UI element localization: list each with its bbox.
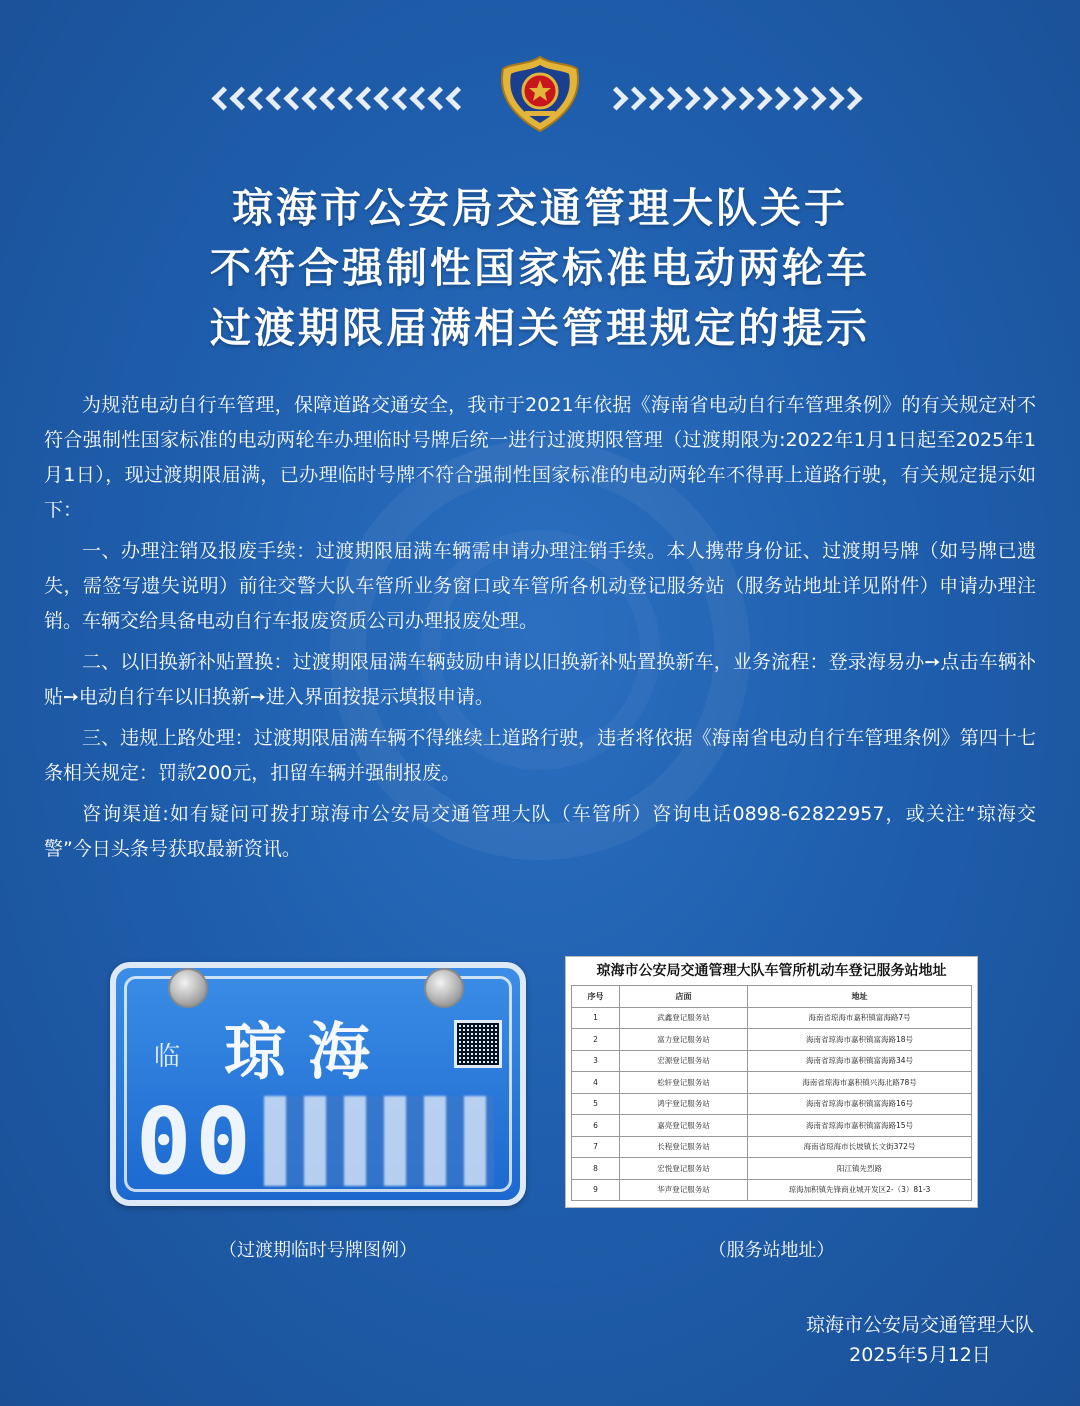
plate-number: 00: [136, 1088, 255, 1195]
table-row: [572, 1179, 972, 1201]
table-row: [572, 1136, 972, 1158]
chevron-arrows-right-icon: [608, 87, 856, 111]
table-cell: 2: [572, 1029, 620, 1051]
notice-body: [44, 388, 1036, 873]
plate-prefix: 临: [154, 1042, 181, 1072]
table-cell: 海南省琼海市长坡镇长文街372号: [748, 1136, 972, 1158]
table-cell: 海南省琼海市嘉积镇兴海北路78号: [748, 1072, 972, 1094]
table-cell: 富力登记服务站: [620, 1029, 748, 1051]
temporary-plate-image: [110, 962, 526, 1206]
stations-table-image: [565, 956, 978, 1208]
table-cell: 宏悦登记服务站: [620, 1158, 748, 1180]
table-cell: 海南省琼海市嘉积镇富海路16号: [748, 1093, 972, 1115]
table-cell: 阳江镇先烈路: [748, 1158, 972, 1180]
violation-paragraph: 三、违规上路处理：过渡期限届满车辆不得继续上道路行驶，违者将依据《海南省电动自行车管理条例》第四十七条相关规定：罚款200元，扣留车辆并强制报废。: [44, 727, 1036, 784]
table-cell: 9: [572, 1179, 620, 1201]
consultation-paragraph: 咨询渠道:如有疑问可拨打琼海市公安局交通管理大队（车管所）咨询电话0898-62822957，或关注“琼海交警”今日头条号获取最新资讯。: [44, 803, 1036, 860]
table-header: 序号: [572, 986, 620, 1008]
table-row: [572, 1050, 972, 1072]
table-cell: 武鑫登记服务站: [620, 1007, 748, 1029]
table-cell: 嘉亮登记服务站: [620, 1115, 748, 1137]
table-cell: 海南省琼海市嘉积镇富海路34号: [748, 1050, 972, 1072]
table-cell: 松轩登记服务站: [620, 1072, 748, 1094]
table-header: 地址: [748, 986, 972, 1008]
issue-date: 2025年5月12日: [849, 1344, 991, 1366]
table-cell: 鸿宇登记服务站: [620, 1093, 748, 1115]
trade-in-paragraph: 二、以旧换新补贴置换：过渡期限届满车辆鼓励申请以旧换新补贴置换新车，业务流程：登录海易办➙点击车辆补贴➙电动自行车以旧换新➙进入界面按提示填报申请。: [44, 651, 1036, 708]
table-cell: 海南省琼海市嘉积镇富海路18号: [748, 1029, 972, 1051]
title-line-2: 不符合强制性国家标准电动两轮车: [210, 244, 870, 292]
table-cell: 8: [572, 1158, 620, 1180]
table-row: [572, 1007, 972, 1029]
intro-paragraph: 为规范电动自行车管理，保障道路交通安全，我市于2021年依据《海南省电动自行车管理条例》的有关规定对不符合强制性国家标准的电动两轮车办理临时号牌后统一进行过渡期限管理（过渡期限为:2022年1月1日起至2025年1月1日），现过渡期限届满，已办理临时号牌不符合强制性国家标准的电动两轮车不得再上道路行驶，有关规定提示如下：: [44, 394, 1036, 521]
stations-table: [571, 985, 972, 1201]
table-row: [572, 1158, 972, 1180]
table-cell: 海南省琼海市嘉积镇富海路7号: [748, 1007, 972, 1029]
table-row: [572, 1115, 972, 1137]
plate-bolt-icon: [424, 968, 464, 1008]
table-cell: 海南省琼海市嘉积镇富海路15号: [748, 1115, 972, 1137]
table-cell: 4: [572, 1072, 620, 1094]
table-cell: 琼海加积镇先锋商业城开发区2-（3）81-3: [748, 1179, 972, 1201]
table-cell: 3: [572, 1050, 620, 1072]
table-cell: 7: [572, 1136, 620, 1158]
table-header: 店面: [620, 986, 748, 1008]
table-cell: 1: [572, 1007, 620, 1029]
signature-block: [806, 1310, 1034, 1370]
plate-number-mosaic: [264, 1096, 494, 1186]
plate-bolt-icon: [168, 968, 208, 1008]
chevron-arrows-left-icon: [215, 87, 463, 111]
table-cell: 5: [572, 1093, 620, 1115]
stations-table-title: 琼海市公安局交通管理大队车管所机动车登记服务站地址: [596, 963, 947, 979]
table-cell: 宏源登记服务站: [620, 1050, 748, 1072]
table-cell: 6: [572, 1115, 620, 1137]
cancellation-paragraph: 一、办理注销及报废手续：过渡期限届满车辆需申请办理注销手续。本人携带身份证、过渡期号牌（如号牌已遗失，需签写遗失说明）前往交警大队车管所业务窗口或车管所各机动登记服务站（服务站地址详见附件）申请办理注销。车辆交给具备电动自行车报废资质公司办理报废处理。: [44, 540, 1036, 632]
notice-title: [0, 178, 1080, 358]
issuer-name: 琼海市公安局交通管理大队: [805, 1314, 1034, 1336]
table-row: [572, 1093, 972, 1115]
table-cell: 长程登记服务站: [620, 1136, 748, 1158]
table-cell: 华声登记服务站: [620, 1179, 748, 1201]
title-line-1: 琼海市公安局交通管理大队关于: [232, 184, 848, 232]
plate-city: 琼海: [224, 1015, 393, 1088]
table-row: [572, 1029, 972, 1051]
title-line-3: 过渡期限届满相关管理规定的提示: [210, 304, 870, 352]
table-caption: （服务站地址）: [708, 1240, 835, 1261]
police-emblem-icon: [497, 55, 583, 133]
qr-code-icon: [454, 1020, 502, 1068]
plate-caption: （过渡期临时号牌图例）: [219, 1240, 417, 1261]
table-row: [572, 1072, 972, 1094]
